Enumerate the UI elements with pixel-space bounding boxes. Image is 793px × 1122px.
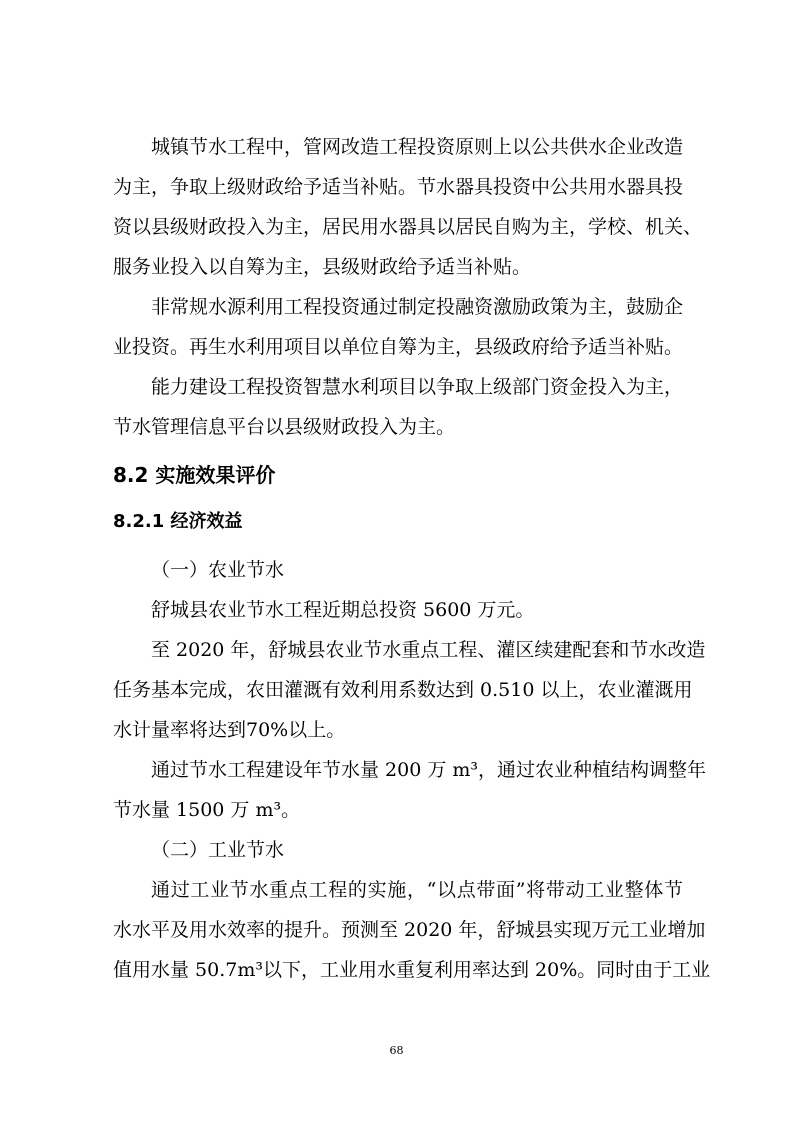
industry-para1-line-1: 通过工业节水重点工程的实施，“以点带面”将带动工业整体节 <box>151 879 683 901</box>
agri-para2-line-3: 水计量率将达到70%以上。 <box>113 719 346 741</box>
para1-line-2: 为主，争取上级财政给予适当补贴。节水器具投资中公共用水器具投 <box>113 176 684 198</box>
agri-para3-line-1: 通过节水工程建设年节水量 200 万 m³，通过农业种植结构调整年 <box>151 759 707 781</box>
agri-para1: 舒城县农业节水工程近期总投资 5600 万元。 <box>151 599 535 621</box>
para3-line-1: 能力建设工程投资智慧水利项目以争取上级部门资金投入为主， <box>151 376 684 398</box>
para1-line-1: 城镇节水工程中，管网改造工程投资原则上以公共供水企业改造 <box>151 136 684 158</box>
agri-para3-line-2: 节水量 1500 万 m³。 <box>113 799 301 821</box>
industry-para1-line-2: 水水平及用水效率的提升。预测至 2020 年，舒城县实现万元工业增加 <box>113 919 706 941</box>
para3-line-2: 节水管理信息平台以县级财政投入为主。 <box>113 416 456 438</box>
agri-para2-line-1: 至 2020 年，舒城县农业节水重点工程、灌区续建配套和节水改造 <box>151 639 706 661</box>
agri-para2-line-2: 任务基本完成，农田灌溉有效利用系数达到 0.510 以上，农业灌溉用 <box>113 679 693 701</box>
page-number: 68 <box>389 1044 404 1057</box>
agri-title: （一）农业节水 <box>151 559 285 581</box>
subsection-heading: 8.2.1 经济效益 <box>113 511 243 532</box>
industry-para1-line-3: 值用水量 50.7m³以下，工业用水重复利用率达到 20%。同时由于工业 <box>113 959 711 981</box>
para1-line-3: 资以县级财政投入为主，居民用水器具以居民自购为主，学校、机关、 <box>113 216 703 238</box>
section-heading: 8.2 实施效果评价 <box>113 463 276 487</box>
para1-line-4: 服务业投入以自筹为主，县级财政给予适当补贴。 <box>113 256 532 278</box>
industry-title: （二）工业节水 <box>151 839 285 861</box>
para2-line-1: 非常规水源利用工程投资通过制定投融资激励政策为主，鼓励企 <box>151 296 684 318</box>
para2-line-2: 业投资。再生水利用项目以单位自筹为主，县级政府给予适当补贴。 <box>113 336 684 358</box>
